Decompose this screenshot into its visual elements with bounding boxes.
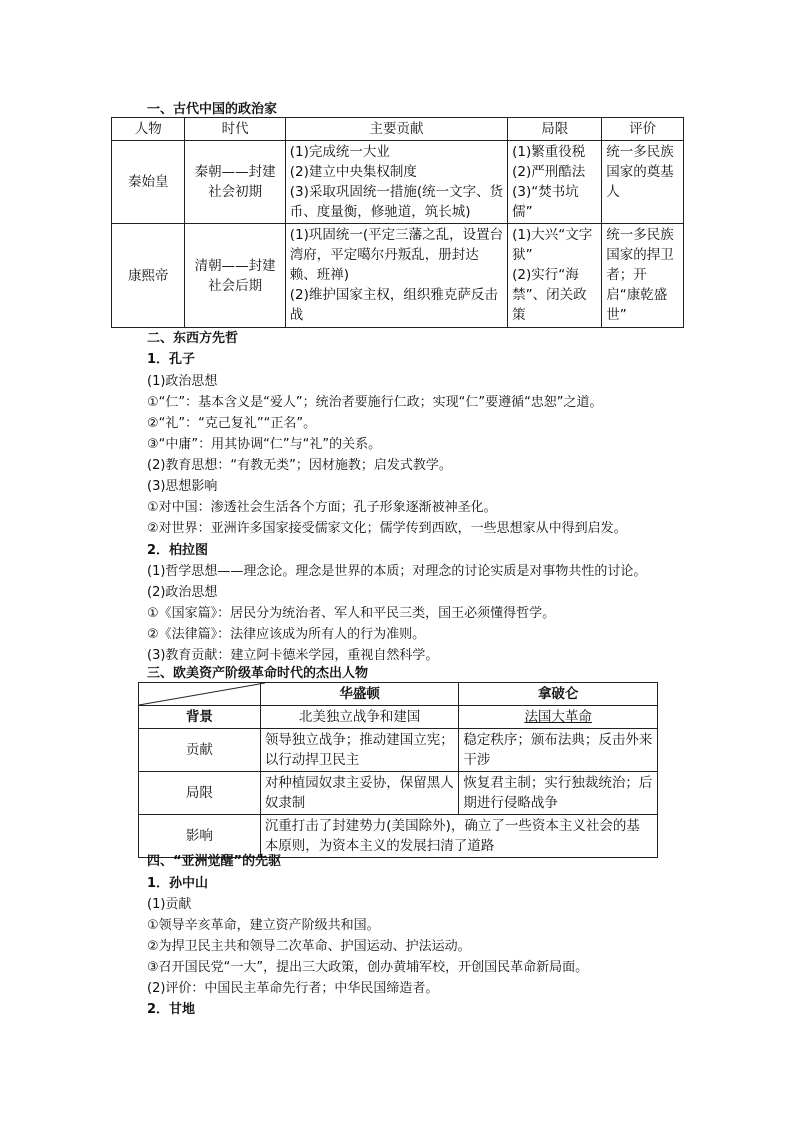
- text-line: ②对世界：亚洲许多国家接受儒家文化；儒学传到西欧，一些思想家从中得到启发。: [147, 521, 627, 536]
- text-line: (1)政治思想: [147, 374, 218, 389]
- section3-title: 三、欧美资产阶级革命时代的杰出人物: [147, 666, 369, 681]
- text-line: (1)贡献: [147, 897, 192, 912]
- section1-title: 一、古代中国的政治家: [147, 102, 278, 117]
- table-row: [139, 815, 658, 858]
- gandhi-heading: 2．甘地: [147, 1002, 196, 1017]
- th-contrib: 主要贡献: [285, 118, 507, 141]
- cell-washington: 北美独立战争和建国: [260, 706, 459, 729]
- text-line: ③召开国民党“一大”，提出三大政策，创办黄埔军校，开创国民革命新局面。: [147, 960, 589, 975]
- sun-heading: 1．孙中山: [147, 876, 209, 891]
- text-line: ②为捍卫民主共和领导二次革命、护国运动、护法运动。: [147, 939, 471, 954]
- section2-title: 二、东西方先哲: [147, 331, 239, 346]
- diagonal-header-cell: [139, 683, 261, 706]
- row-label: 影响: [139, 815, 261, 858]
- text-line: ①对中国：渗透社会生活各个方面；孔子形象逐渐被神圣化。: [147, 500, 497, 515]
- text-line: (2)评价：中国民主革命先行者；中华民国缔造者。: [147, 981, 439, 996]
- eval-cell: 统一多民族国家的捍卫者；开启“康乾盛世”: [602, 224, 684, 328]
- confucius-heading: 1．孔子: [147, 352, 196, 367]
- limit-item: (1)大兴“文字狱”: [512, 227, 593, 263]
- statesmen-table: [111, 117, 684, 328]
- era-cell: 清朝——封建社会后期: [185, 224, 285, 328]
- th-napoleon: 拿破仑: [459, 683, 658, 706]
- row-label: 局限: [139, 772, 261, 815]
- text-line: ①领导辛亥革命，建立资产阶级共和国。: [147, 918, 380, 933]
- text-line: ③“中庸”：用其协调“仁”与“礼”的关系。: [147, 437, 382, 452]
- th-washington: 华盛顿: [260, 683, 459, 706]
- eval-cell: 统一多民族国家的奠基人: [602, 141, 684, 224]
- cell-washington: 对种植园奴隶主妥协，保留黑人奴隶制: [260, 772, 459, 815]
- cell-napoleon: 法国大革命: [459, 706, 658, 729]
- plato-heading: 2．柏拉图: [147, 543, 209, 558]
- text-line: (3)教育贡献：建立阿卡德米学园，重视自然科学。: [147, 648, 439, 663]
- limit-item: (1)繁重役税: [512, 144, 586, 160]
- contrib-item: (1)完成统一大业: [289, 144, 390, 160]
- revolution-table: [138, 682, 658, 858]
- text-line: ①“仁”：基本含义是“爱人”；统治者要施行仁政；实现“仁”要遵循“忠恕”之道。: [147, 395, 603, 410]
- cell-napoleon: 恢复君主制；实行独裁统治；后期进行侵略战争: [459, 772, 658, 815]
- limit-item: (2)严刑酷法: [512, 164, 586, 180]
- contrib-item: (2)维护国家主权，组织雅克萨反击战: [289, 287, 498, 323]
- section4-title: 四、“亚洲觉醒”的先驱: [147, 854, 282, 869]
- table-row: [112, 141, 684, 224]
- person-cell: 康熙帝: [112, 224, 185, 328]
- text-line: (2)教育思想：“有教无类”；因材施教；启发式教学。: [147, 458, 452, 473]
- th-limits: 局限: [508, 118, 602, 141]
- text-line: (2)政治思想: [147, 585, 218, 600]
- text-line: ①《国家篇》：居民分为统治者、军人和平民三类，国王必须懂得哲学。: [147, 606, 556, 621]
- limits-cell: [508, 141, 602, 224]
- limit-item: (3)“焚书坑儒”: [512, 184, 579, 220]
- contrib-cell: [285, 141, 507, 224]
- th-eval: 评价: [602, 118, 684, 141]
- row-label: 贡献: [139, 729, 261, 772]
- table-row: [139, 706, 658, 729]
- cell-washington: 领导独立战争；推动建国立宪；以行动捍卫民主: [260, 729, 459, 772]
- row-label: 背景: [139, 706, 261, 729]
- text-line: (3)思想影响: [147, 479, 218, 494]
- limit-item: (2)实行“海禁”、闭关政策: [512, 267, 587, 323]
- text-line: (1)哲学思想——理念论。理念是世界的本质；对理念的讨论实质是对事物共性的讨论。: [147, 564, 647, 579]
- person-cell: 秦始皇: [112, 141, 185, 224]
- contrib-item: (1)巩固统一(平定三藩之乱，设置台湾府，平定噶尔丹叛乱，册封达赖、班禅): [289, 227, 504, 283]
- th-person: 人物: [112, 118, 185, 141]
- cell-napoleon: 稳定秩序；颁布法典；反击外来干涉: [459, 729, 658, 772]
- contrib-item: (2)建立中央集权制度: [289, 164, 417, 180]
- limits-cell: [508, 224, 602, 328]
- text-line: ②《法律篇》：法律应该成为所有人的行为准则。: [147, 627, 426, 642]
- table-row: [112, 224, 684, 328]
- impact-cell: 沉重打击了封建势力(美国除外)，确立了一些资本主义社会的基本原则，为资本主义的发展扫清了道路: [260, 815, 657, 858]
- contrib-item: (3)采取巩固统一措施(统一文字、货币、度量衡，修驰道，筑长城): [289, 184, 504, 220]
- table-row: [139, 772, 658, 815]
- diagonal-line: [139, 683, 265, 705]
- text-line: ②“礼”：“克己复礼”“正名”。: [147, 416, 317, 431]
- th-era: 时代: [185, 118, 285, 141]
- table-row: [139, 729, 658, 772]
- contrib-cell: [285, 224, 507, 328]
- era-cell: 秦朝——封建社会初期: [185, 141, 285, 224]
